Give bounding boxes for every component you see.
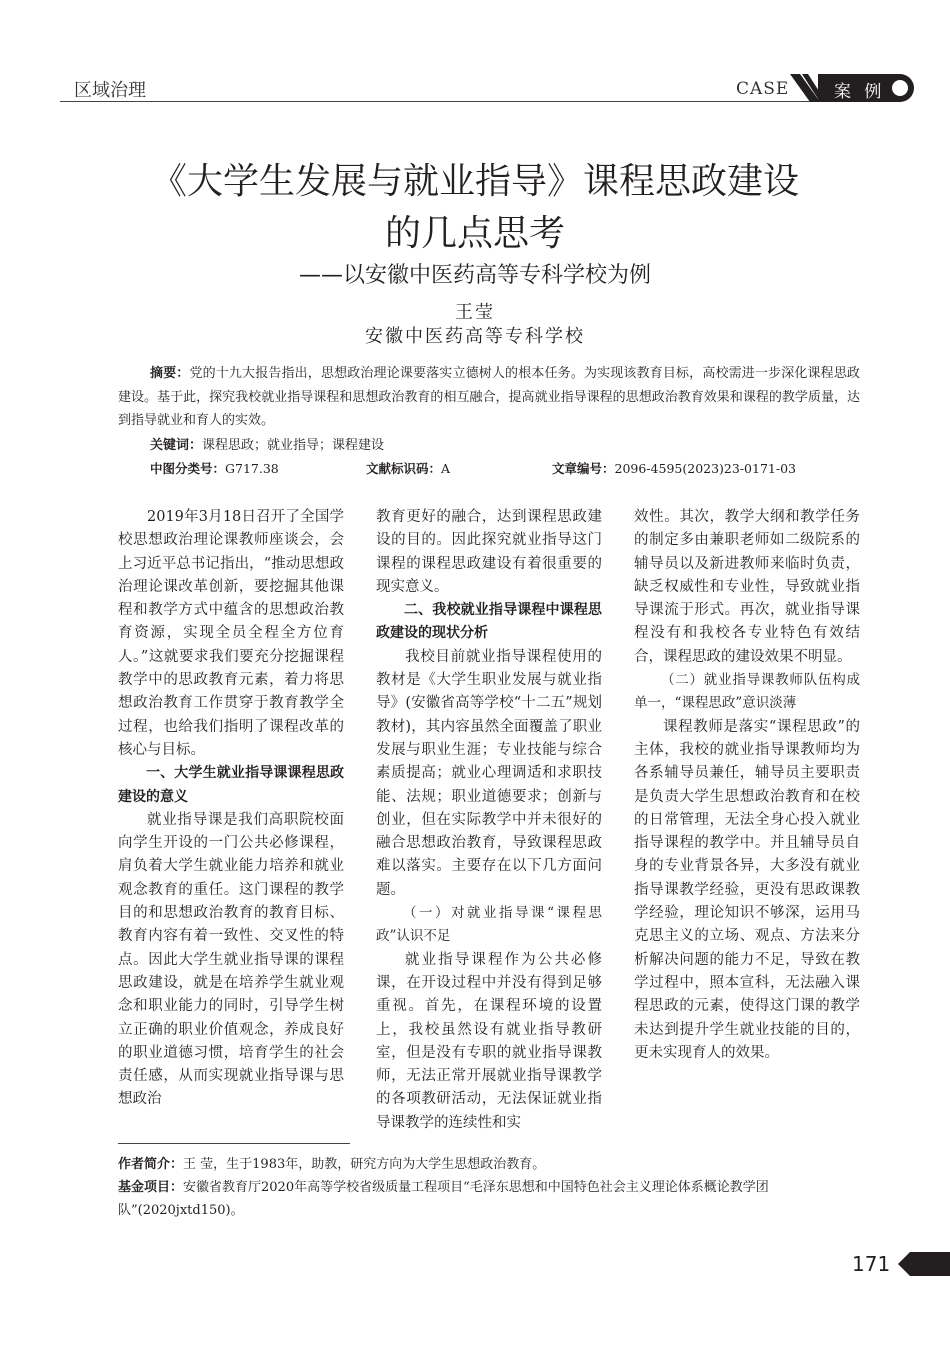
subsection-heading-2: （二）就业指导课教师队伍构成单一，“课程思政”意识淡薄	[634, 672, 860, 712]
fund-info	[118, 1176, 860, 1222]
paragraph: 就业指导课程作为公共必修课，在开设过程中并没有得到足够重视。首先，在课程环境的设置上，我校虽然设有就业指导教研室，但是没有专职的就业指导课教师，无法正常开展就业指导课教学的各项教研活动，无法保证就业指导课教学的连续性和实	[376, 951, 602, 1131]
author-bio	[118, 1153, 860, 1176]
keywords-text: 课程思政；就业指导；课程建设	[202, 438, 385, 453]
keywords	[150, 434, 384, 453]
author-bio-text: 王 莹，生于1983年，助教，研究方向为大学生思想政治教育。	[183, 1157, 546, 1172]
section-title: 区域治理	[74, 80, 146, 101]
body-column-2	[376, 506, 602, 1135]
author-name: 王莹	[455, 302, 495, 323]
case-tab	[818, 74, 914, 102]
clc-value: G717.38	[225, 461, 279, 476]
case-tab-label: 案 例	[834, 82, 886, 102]
author-affiliation: 安徽中医药高等专科学校	[365, 326, 585, 347]
fund-text: 安徽省教育厅2020年高等学校省级质量工程项目“毛泽东思想和中国特色社会主义理论体系概论教学团队”(2020jxtd150)。	[118, 1180, 769, 1218]
article-number-label: 文章编号：	[552, 461, 615, 476]
paragraph: 2019年3月18日召开了全国学校思想政治理论课教师座谈会，会上习近平总书记指出，“推动思想政治理论课改革创新，要挖掘其他课程和教学方式中蕴含的思想政治教育资源，实现全员全程全方位育人。”这就要求我们要充分挖掘课程教学中的思政教育元素，着力将思想政治教育工作贯穿于教育教学全过程，也给我们指明了课程改革的核心与目标。	[118, 509, 344, 758]
article-title-line-2: 的几点思考	[384, 213, 565, 254]
footnote	[118, 1153, 860, 1222]
section-heading-2: 二、我校就业指导课程中课程思政建设的现状分析	[376, 602, 602, 642]
article-number	[552, 459, 796, 477]
keywords-label: 关键词：	[150, 438, 203, 453]
abstract-label: 摘要：	[150, 366, 190, 381]
author-bio-label: 作者简介：	[118, 1157, 184, 1172]
paragraph: 教育更好的融合，达到课程思政建设的目的。因此探究就业指导这门课程的课程思政建设有着很重要的现实意义。	[376, 509, 602, 595]
circle-icon	[892, 80, 908, 96]
article-title-line-1: 《大学生发展与就业指导》课程思政建设	[150, 161, 799, 202]
footnote-rule	[118, 1143, 350, 1144]
clc-number	[150, 459, 279, 477]
page-number: 171	[852, 1252, 891, 1276]
fund-label: 基金项目：	[118, 1180, 184, 1195]
paragraph: 课程教师是落实“课程思政”的主体，我校的就业指导课教师均为各系辅导员兼任，辅导员主要职责是负责大学生思想政治教育和在校的日常管理，无法全身心投入就业指导课程的教学中。并且辅导员自身的专业背景各异，大多没有就业指导课教学经验，更没有思政课教学经验，理论知识不够深，运用马克思主义的立场、观点、方法来分析解决问题的能力不足，导致在教学过程中，照本宣科，无法融入课程思政的元素，使得这门课的教学未达到提升学生就业技能的目的，更未实现育人的效果。	[634, 718, 860, 1061]
case-label: CASE	[736, 79, 790, 99]
paragraph: 就业指导课是我们高职院校面向学生开设的一门公共必修课程，肩负着大学生就业能力培养和就业观念教育的重任。这门课程的教学目的和思想政治教育的教育目标、教育内容有着一致性、交叉性的特点。因此大学生就业指导课的课程思政建设，就是在培养学生就业观念和职业能力的同时，引导学生树立正确的职业价值观念，养成良好的职业道德习惯，培育学生的社会责任感，从而实现就业指导课与思想政治	[118, 811, 344, 1108]
subsection-heading-1: （一）对就业指导课“课程思政”认识不足	[376, 905, 602, 945]
abstract-text: 党的十九大报告指出，思想政治理论课要落实立德树人的根本任务。为实现该教育目标，高校需进一步深化课程思政建设。基于此，探究我校就业指导课程和思想政治教育的相互融合，提高就业指导课程的思想政治教育效果和课程的教学质量，达到指导就业和育人的实效。	[118, 366, 860, 428]
section-heading-1: 一、大学生就业指导课课程思政建设的意义	[118, 765, 344, 805]
document-code	[366, 459, 450, 477]
doc-code-value: A	[441, 461, 451, 476]
article-subtitle: ——以安徽中医药高等专科学校为例	[298, 263, 651, 288]
header-rule	[60, 101, 820, 102]
clc-label: 中图分类号：	[150, 461, 226, 476]
paragraph: 效性。其次，教学大纲和教学任务的制定多由兼职老师如二级院系的辅导员以及新进教师来临时负责，缺乏权威性和专业性，导致就业指导课流于形式。再次，就业指导课程没有和我校各专业特色有效结合，课程思政的建设效果不明显。	[634, 509, 860, 665]
doc-code-label: 文献标识码：	[366, 461, 442, 476]
paragraph: 我校目前就业指导课程使用的教材是《大学生职业发展与就业指导》(安徽省高等学校“十二五”规划教材)，其内容虽然全面覆盖了职业发展与职业生涯；专业技能与综合素质提高；就业心理调适和求职技能、法规；职业道德要求；创新与创业，但在实际教学中并未很好的融合思想政治教育，导致课程思政难以落实。主要存在以下几方面问题。	[376, 648, 602, 898]
abstract	[118, 362, 860, 433]
page-arrow-icon	[898, 1252, 950, 1276]
body-column-3	[634, 506, 860, 1065]
article-number-value: 2096-4595(2023)23-0171-03	[614, 461, 796, 476]
body-column-1	[118, 506, 344, 1112]
